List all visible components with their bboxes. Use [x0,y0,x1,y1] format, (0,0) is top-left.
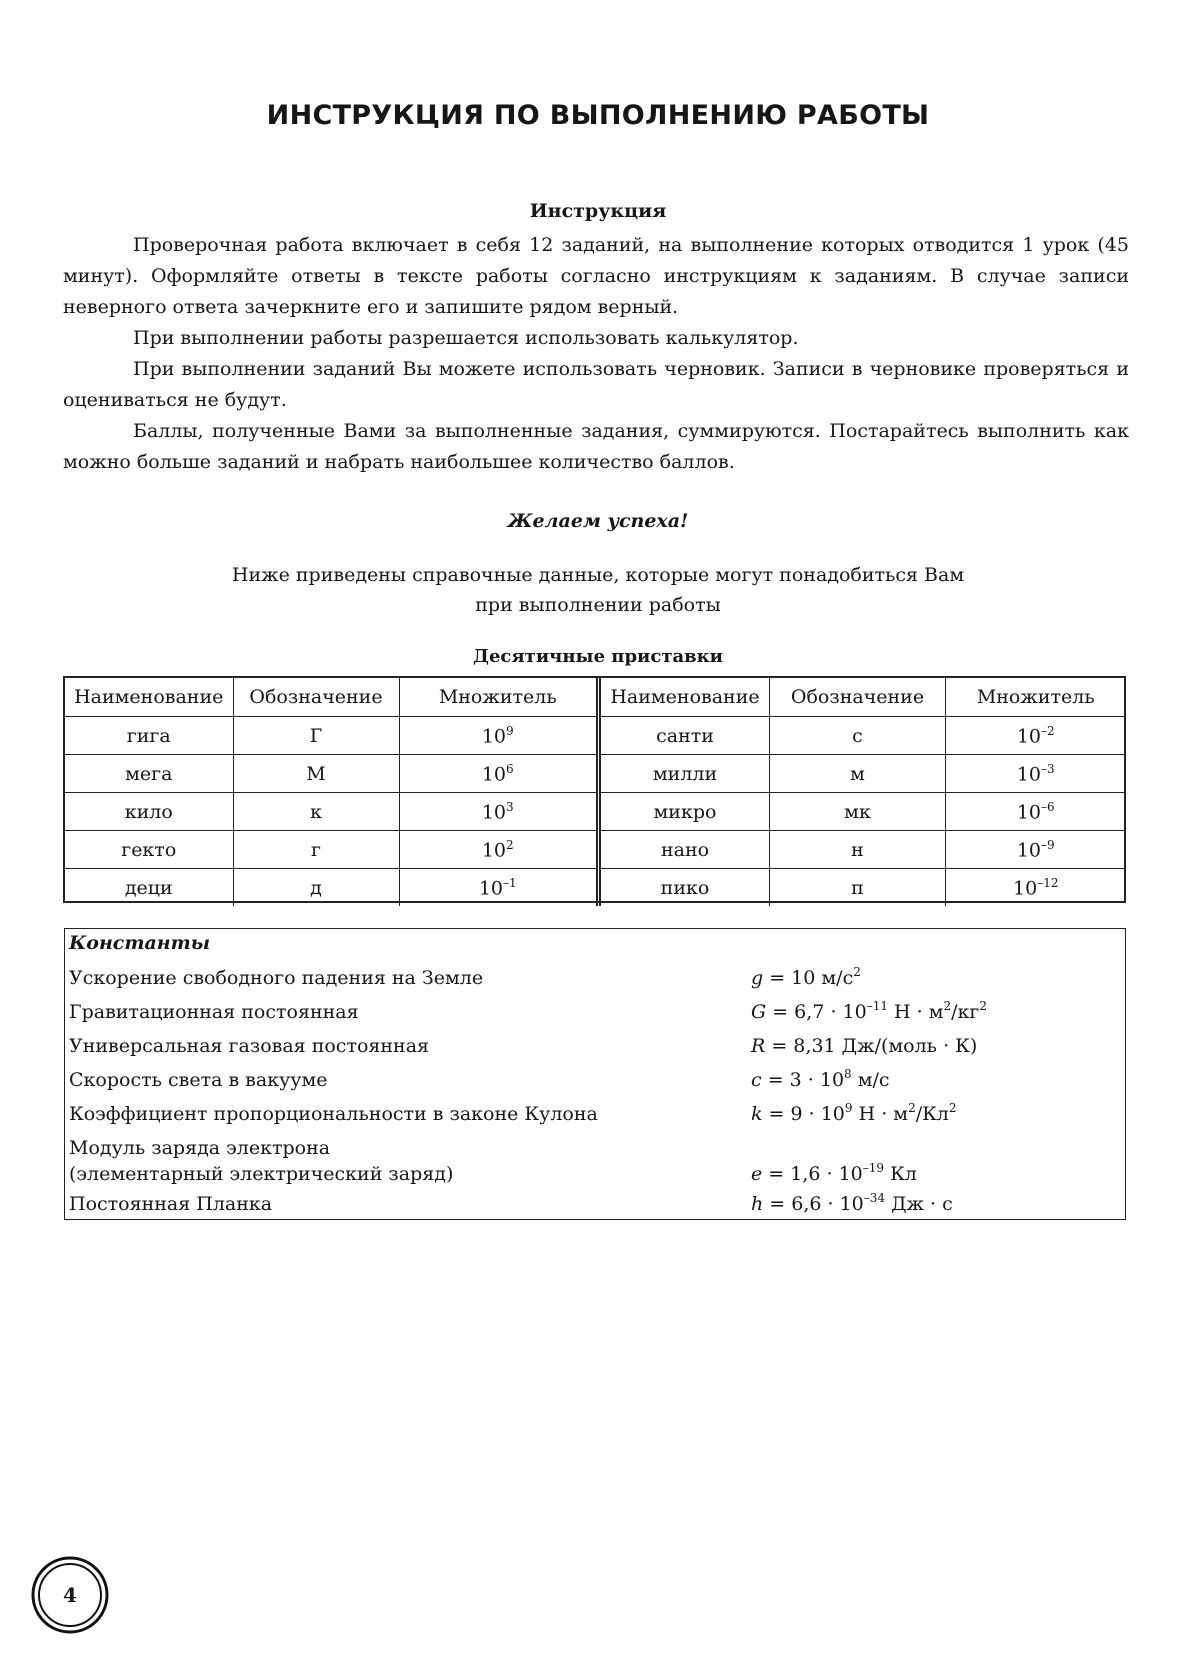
superscript: 2 [853,965,861,979]
constant-value-text: = 3 · 10 [761,1069,845,1091]
prefix-symbol: д [233,869,399,907]
prefix-symbol: М [233,755,399,793]
table-row [65,717,596,755]
prefix-name: нано [599,831,770,869]
constant-symbol: h [751,1193,764,1215]
constant-value-text: = 9 · 10 [762,1103,845,1125]
prefix-symbol: Г [233,717,399,755]
constant-value-text: = 1,6 · 10 [762,1163,863,1185]
constant-name: Гравитационная постоянная [69,1001,359,1023]
constant-value-text: Дж · с [885,1193,953,1215]
superscript: –11 [866,999,888,1013]
constant-symbol: e [751,1163,763,1185]
good-luck-text: Желаем успеха! [507,510,689,532]
constant-value [751,1033,977,1059]
prefix-name: гекто [65,831,233,869]
instructions-text [63,230,1129,478]
column-header: Наименование [65,678,233,717]
instruction-paragraph: Баллы, полученные Вами за выполненные задания, суммируются. Постарайтесь выполнить как можно больше заданий и набрать наибольшее количество баллов. [63,420,1129,473]
reference-note-line: при выполнении работы [475,594,721,616]
constant-symbol: R [751,1035,766,1057]
superscript: 2 [979,999,988,1013]
constant-value-text: Н · м [887,1001,944,1023]
superscript: 2 [908,1101,916,1115]
instruction-paragraph: Проверочная работа включает в себя 12 заданий, на выполнение которых отводится 1 урок (45 минут). Оформляйте ответы в тексте работы согласно инструкциям к заданиям. В случае записи неверного ответа зачеркните его и запишите рядом верный. [63,234,1129,318]
constant-name-line: Модуль заряда электрона [69,1137,331,1159]
table-row [599,831,1126,869]
constant-symbol: k [751,1103,763,1125]
constant-symbol: c [751,1069,762,1091]
constant-value [751,1067,890,1093]
constant-name: Коэффициент пропорциональности в законе Кулона [69,1103,598,1125]
constant-value [751,1101,957,1127]
constant-name: Скорость света в вакууме [69,1069,328,1091]
constant-value-text: м/с [851,1069,890,1091]
prefix-name: милли [599,755,770,793]
constant-name: Постоянная Планка [69,1193,273,1215]
constant-value-text: = 8,31 Дж/(моль · К) [765,1035,978,1057]
prefix-multiplier: $10^{-9}$ [946,831,1126,869]
prefix-name: микро [599,793,770,831]
prefix-multiplier: $10^3$ [399,793,596,831]
page-number: 4 [63,1583,77,1607]
prefix-symbol: мк [770,793,946,831]
page-number-badge [30,1555,110,1635]
table-row [599,869,1126,907]
superscript: 8 [844,1067,852,1081]
table-row [65,755,596,793]
prefix-name: санти [599,717,770,755]
prefix-symbol: с [770,717,946,755]
constant-name [69,1135,453,1187]
constant-symbol: g [751,967,764,989]
column-header: Обозначение [233,678,399,717]
reference-note [0,560,1196,620]
table-header-row [599,678,1126,717]
superscript: –19 [862,1161,885,1175]
prefix-multiplier: $10^{-3}$ [946,755,1126,793]
constant-value-text: Кл [884,1163,917,1185]
superscript: 9 [844,1101,853,1115]
constant-value [751,1191,953,1217]
constants-heading: Константы [69,932,211,954]
column-header: Наименование [599,678,770,717]
constant-value [751,965,861,991]
prefixes-table-left [65,678,596,906]
section-subtitle: Инструкция [529,200,667,222]
prefix-symbol: п [770,869,946,907]
table-row [599,755,1126,793]
prefix-name: пико [599,869,770,907]
column-header: Обозначение [770,678,946,717]
prefix-multiplier: $10^{-1}$ [399,869,596,907]
decimal-prefixes-table [63,676,1126,903]
constant-value-text: /кг [951,1001,980,1023]
constant-value [751,1161,917,1187]
prefix-symbol: м [770,755,946,793]
prefix-multiplier: $10^2$ [399,831,596,869]
constant-value-text: = 6,7 · 10 [766,1001,867,1023]
reference-note-line: Ниже приведены справочные данные, которые могут понадобиться Вам [231,564,965,586]
prefix-name: кило [65,793,233,831]
constant-value-text: /Кл [915,1103,949,1125]
constant-value-text: = 6,6 · 10 [763,1193,864,1215]
prefix-symbol: г [233,831,399,869]
column-header: Множитель [399,678,596,717]
constant-symbol: G [751,1001,767,1023]
prefix-name: мега [65,755,233,793]
prefix-name: гига [65,717,233,755]
prefix-multiplier: $10^9$ [399,717,596,755]
superscript: 2 [948,1101,957,1115]
constant-name: Ускорение свободного падения на Земле [69,967,484,989]
table-row [65,831,596,869]
prefix-multiplier: $10^{-6}$ [946,793,1126,831]
table-row [65,869,596,907]
prefix-multiplier: $10^6$ [399,755,596,793]
constant-value-text: Н · м [852,1103,909,1125]
prefix-symbol: н [770,831,946,869]
constant-name: Универсальная газовая постоянная [69,1035,430,1057]
table-row [599,793,1126,831]
column-header: Множитель [946,678,1126,717]
superscript: –34 [863,1191,886,1205]
constants-box [64,928,1126,1220]
prefix-multiplier: $10^{-2}$ [946,717,1126,755]
instruction-paragraph: При выполнении работы разрешается использовать калькулятор. [133,327,799,349]
table-header-row [65,678,596,717]
constant-value-text: = 10 м/с [763,967,854,989]
prefixes-table-caption: Десятичные приставки [472,646,724,667]
prefix-name: деци [65,869,233,907]
page-title: ИНСТРУКЦИЯ ПО ВЫПОЛНЕНИЮ РАБОТЫ [266,100,930,131]
prefix-multiplier: $10^{-12}$ [946,869,1126,907]
table-row [65,793,596,831]
constant-name-line: (элементарный электрический заряд) [69,1163,454,1185]
prefix-symbol: к [233,793,399,831]
instruction-paragraph: При выполнении заданий Вы можете использовать черновик. Записи в черновике проверяться и оцениваться не будут. [63,358,1129,411]
superscript: 2 [943,999,952,1013]
prefixes-table-right [596,678,1126,906]
constant-value [751,999,987,1025]
table-row [599,717,1126,755]
